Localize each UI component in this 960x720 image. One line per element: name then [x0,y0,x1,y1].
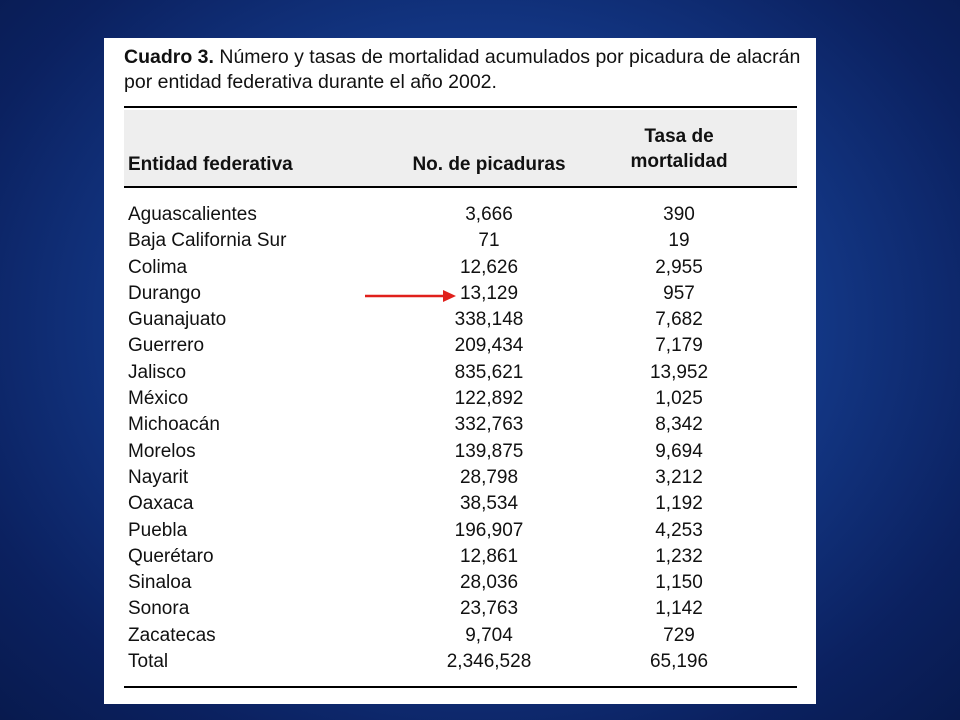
bottom-rule [124,686,797,688]
cell-rate: 7,179 [655,335,703,357]
cell-entity: Oaxaca [128,493,194,515]
cell-count: 2,346,528 [446,651,532,673]
cell-rate: 13,952 [649,361,709,383]
caption-label: Cuadro 3. [124,46,214,68]
cell-count: 196,907 [454,519,524,541]
table-panel [104,38,816,704]
cell-entity: Sinaloa [128,572,192,594]
cell-rate: 3,212 [655,466,703,488]
cell-count: 38,534 [459,493,519,515]
top-rule [124,106,797,108]
cell-rate: 1,025 [655,388,703,410]
table-row [104,386,816,412]
cell-count: 3,666 [465,204,513,225]
cell-rate: 4,253 [655,519,703,541]
cell-rate: 1,192 [655,493,703,515]
cell-count: 9,704 [465,624,513,646]
cell-rate: 390 [663,204,695,225]
cell-rate: 8,342 [655,414,703,436]
cell-entity: Zacatecas [128,624,216,646]
table-row [104,439,816,465]
cell-rate: 7,682 [655,309,703,331]
cell-rate: 2,955 [655,256,703,278]
table-caption [124,45,804,95]
cell-count: 13,129 [459,282,519,304]
table-row [104,596,816,622]
column-header-rate-line1: Tasa de [644,126,714,147]
cell-rate: 957 [663,282,695,304]
caption-text: Número y tasas de mortalidad acumulados por picadura de alacrán por entidad federativa durante el año 2002. [124,46,801,93]
table-body [104,202,816,675]
column-header-rate-line2: mortalidad [630,151,728,172]
cell-count: 338,148 [454,309,524,331]
table-row [104,333,816,359]
cell-count: 28,798 [459,466,519,488]
cell-entity: Sonora [128,598,190,620]
column-header-count: No. de picaduras [412,154,566,175]
cell-rate: 19 [668,230,690,252]
header-rule [124,186,797,188]
cell-entity: Querétaro [128,545,214,567]
cell-entity: Baja California Sur [128,230,287,252]
cell-count: 28,036 [459,572,519,594]
table-row [104,281,816,307]
table-row [104,465,816,491]
table-row [104,518,816,544]
table-row [104,202,816,228]
cell-entity: Aguascalientes [128,204,257,225]
cell-count: 332,763 [454,414,524,436]
table-row [104,228,816,254]
cell-count: 209,434 [454,335,524,357]
cell-entity: Guanajuato [128,309,227,331]
table-row [104,412,816,438]
cell-count: 71 [478,230,500,252]
column-header-rate [614,124,744,174]
table-row [104,491,816,517]
cell-rate: 1,150 [655,572,703,594]
cell-count: 139,875 [454,440,524,462]
cell-count: 835,621 [454,361,524,383]
table-row [104,307,816,333]
cell-entity: México [128,388,189,410]
cell-entity: Colima [128,256,188,278]
table-row [104,255,816,281]
cell-entity: Total [128,651,169,673]
table-row [104,360,816,386]
red-arrow-icon [365,288,457,304]
table-row [104,623,816,649]
cell-entity: Nayarit [128,466,189,488]
cell-rate: 9,694 [655,440,703,462]
table-row [104,544,816,570]
column-header-entity: Entidad federativa [128,154,293,175]
cell-count: 12,861 [459,545,519,567]
cell-count: 23,763 [459,598,519,620]
cell-entity: Jalisco [128,361,187,383]
cell-count: 12,626 [459,256,519,278]
cell-rate: 1,142 [655,598,703,620]
cell-rate: 729 [663,624,695,646]
cell-entity: Puebla [128,519,188,541]
cell-entity: Michoacán [128,414,220,436]
table-row [104,649,816,675]
cell-rate: 65,196 [649,651,709,673]
cell-entity: Durango [128,282,201,304]
cell-entity: Guerrero [128,335,205,357]
cell-rate: 1,232 [655,545,703,567]
table-row [104,570,816,596]
cell-entity: Morelos [128,440,196,462]
cell-count: 122,892 [454,388,524,410]
